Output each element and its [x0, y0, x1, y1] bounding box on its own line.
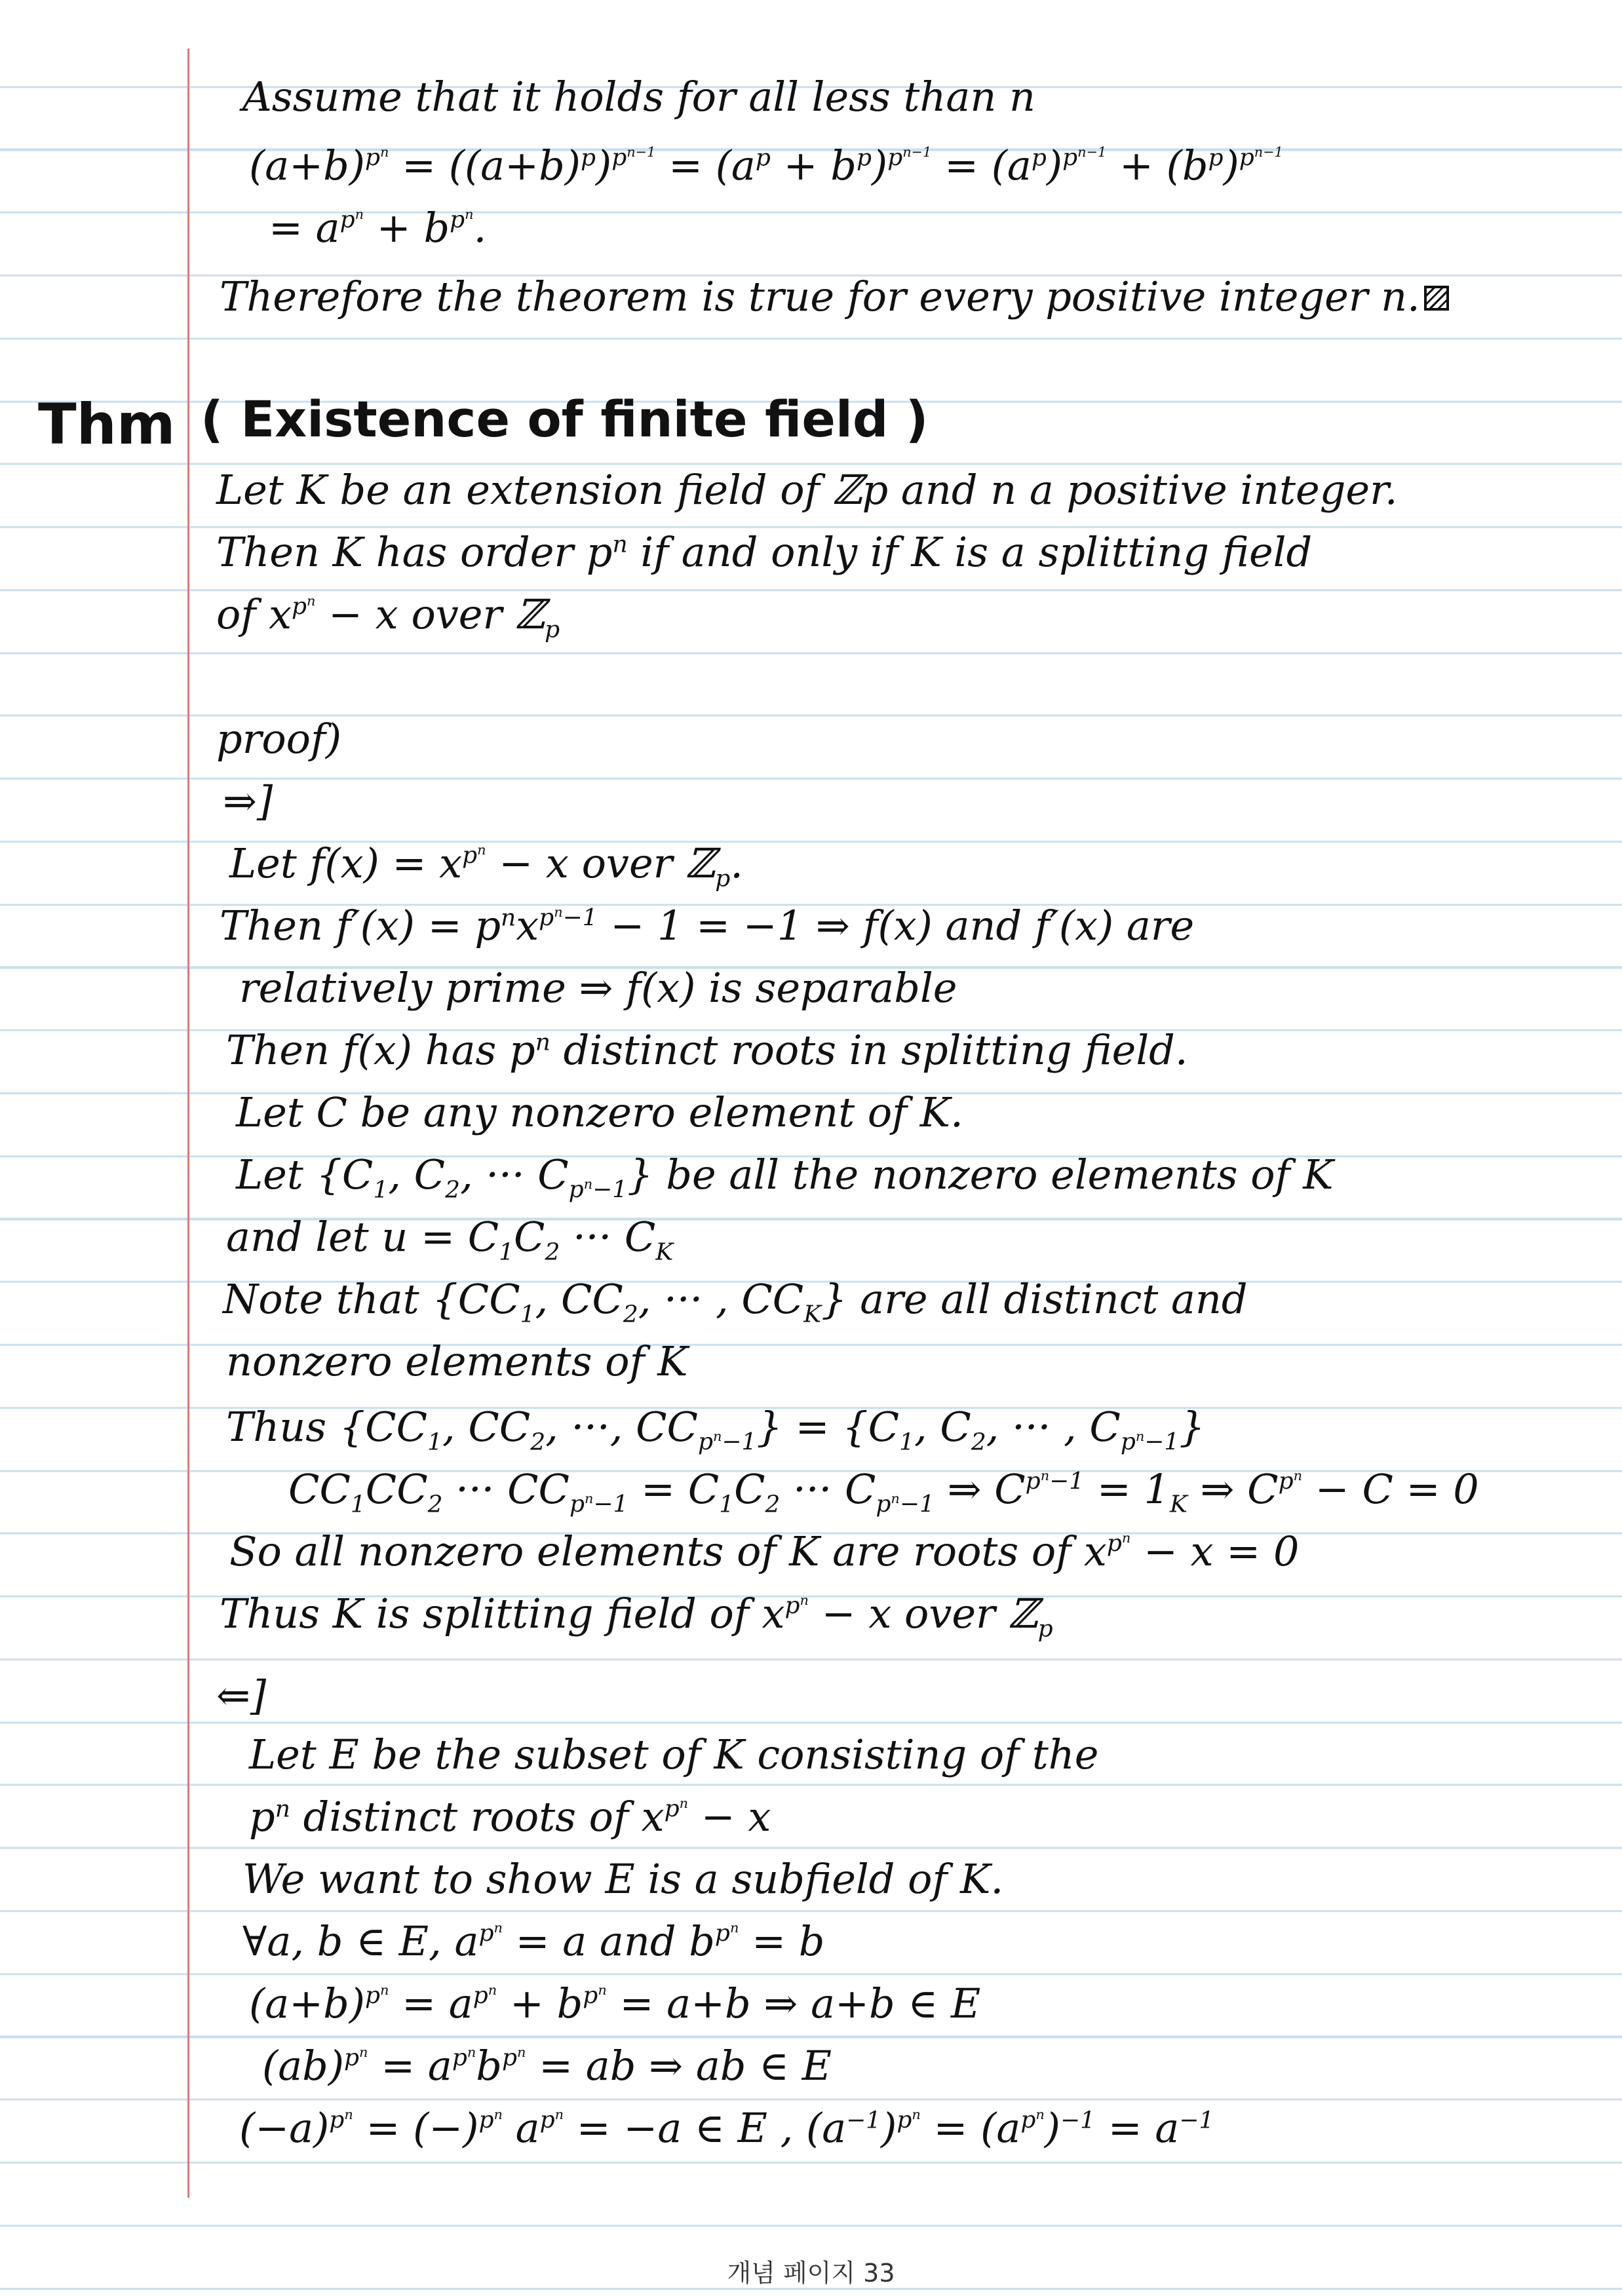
forward-direction-label: ⇒] [223, 777, 273, 825]
theorem-label: Thm [38, 392, 176, 457]
proof-line: $(-a)^{p^n} = (-)^{p^n}$ $a^{p^n} = -a$ ∈ E , $(a^{-1})^{p^n} = (a^{p^n})^{-1} = a^{-1}$ [239, 2104, 1214, 2152]
proof-line: Let $f(x) = x^{p^n} - x$ over ℤ$_p$. [229, 839, 743, 892]
proof-line: $CC_1CC_2$ ··· $CC_{p^n-1} = C_1C_2$ ··· $C_{p^n-1}$ ⇒ $C^{p^n-1} = 1_K$ ⇒ $C^{p^n} - C = 0$ [288, 1465, 1479, 1518]
theorem-statement-line: Let K be an extension field of ℤp and n a positive integer. [216, 466, 1398, 514]
theorem-statement-line: Then K has order $p^n$ if and only if K is a splitting field [216, 528, 1313, 576]
proof-line: nonzero elements of K [226, 1337, 688, 1385]
proof-line: $p^n$ distinct roots of $x^{p^n} - x$ [249, 1793, 771, 1841]
proof-line: Thus K is splitting field of $x^{p^n} - x$ over ℤ$_p$ [220, 1590, 1053, 1643]
backward-direction-label: ⇐] [216, 1672, 267, 1719]
proof-line: Note that {$CC_1$, $CC_2$, ··· , $CC_K$} are all distinct and [223, 1275, 1248, 1328]
proof-line: ∀a, b ∈ E, $a^{p^n} = a$ and $b^{p^n} = b$ [242, 1917, 825, 1965]
proof-line: and let $u = C_1C_2$ ··· $C_K$ [226, 1213, 674, 1266]
proof-line: relatively prime ⇒ f(x) is separable [239, 964, 957, 1012]
qed-box-icon [1424, 286, 1449, 311]
math-line: $(a+b)^{p^n} = ((a+b)^p)^{p^{n-1}} = (a^p + b^p)^{p^{n-1}} = (a^p)^{p^{n-1}} + (b^p)^{p^{n-1}}$ [249, 142, 1283, 189]
proof-line: Then f(x) has $p^n$ distinct roots in splitting field. [226, 1026, 1188, 1074]
margin-rule [187, 48, 189, 2198]
theorem-statement-line: of $x^{p^n} - x$ over ℤ$_p$ [216, 590, 560, 643]
proof-line: We want to show E is a subfield of K. [242, 1855, 1004, 1903]
proof-line: Let E be the subset of K consisting of the [249, 1731, 1099, 1778]
page-footer: 개념 페이지 33 [727, 2259, 895, 2287]
proof-line: $(a+b)^{p^n} = a^{p^n} + b^{p^n} = a+b$ ⇒ a+b ∈ E [249, 1980, 981, 2027]
proof-line: So all nonzero elements of K are roots of $x^{p^n} - x = 0$ [229, 1527, 1300, 1575]
proof-heading: proof) [216, 715, 342, 763]
proof-line: $(ab)^{p^n} = a^{p^n}b^{p^n}$ = ab ⇒ ab ∈ E [262, 2042, 832, 2090]
proof-line: Let {$C_1$, $C_2$, ··· $C_{p^n-1}$} be all the nonzero elements of K [236, 1151, 1334, 1204]
conclusion-line: Therefore the theorem is true for every positive integer n. [220, 265, 1449, 328]
theorem-title: ( Existence of finite field ) [201, 390, 929, 448]
math-line: = $a^{p^n} + b^{p^n}$. [269, 204, 487, 252]
proof-line: Then $f'(x) = p^nx^{p^n-1} - 1 = -1$ ⇒ f(x) and f′(x) are [220, 902, 1195, 949]
note-line: Assume that it holds for all less than n [242, 73, 1035, 121]
proof-line: Thus {$CC_1$, $CC_2$, ···, $CC_{p^n-1}\} = \{C_1$, $C_2$, ··· , $C_{p^n-1}$} [226, 1403, 1205, 1456]
proof-line: Let C be any nonzero element of K. [236, 1088, 963, 1136]
